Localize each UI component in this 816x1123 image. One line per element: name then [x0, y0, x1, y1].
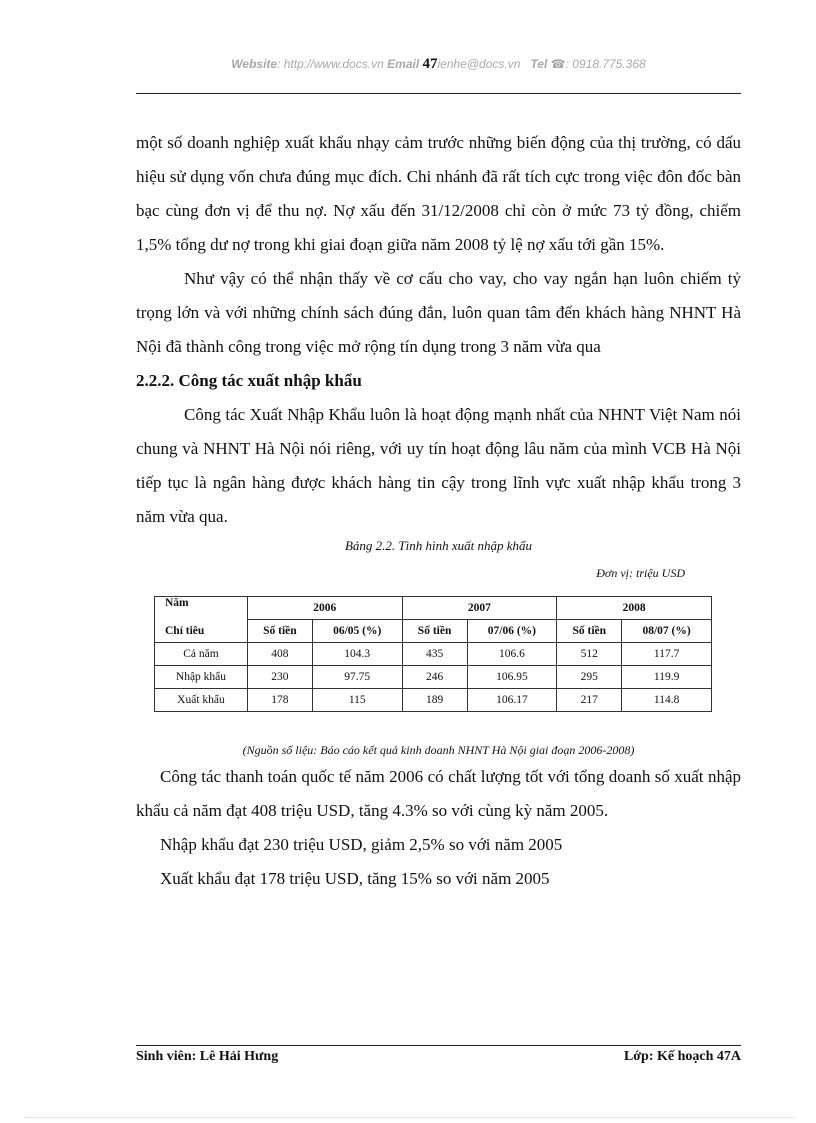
- table-cell: 106.6: [467, 643, 557, 666]
- website-value: : http://www.docs.vn: [277, 57, 384, 71]
- table-cell: 106.95: [467, 666, 557, 689]
- table-row: [155, 666, 712, 689]
- table-unit: Đơn vị: triệu USD: [596, 566, 685, 580]
- table-cell: 189: [402, 689, 467, 712]
- row-label: Cả năm: [155, 643, 248, 666]
- table-cell: 114.8: [622, 689, 712, 712]
- subheader-ratio: 07/06 (%): [467, 620, 557, 643]
- table-cell: 230: [247, 666, 312, 689]
- row-label: Xuất khẩu: [155, 689, 248, 712]
- paragraph-3: Công tác Xuất Nhập Khẩu luôn là hoạt động mạnh nhất của NHNT Việt Nam nói chung và NHNT Hà Nội nói riêng, với uy tín hoạt động lâu năm của mình VCB Hà Nội tiếp tục là ngân hàng được khách hàng tin cậy trong lĩnh vực xuất nhập khẩu trong 3 năm vừa qua.: [136, 405, 741, 526]
- subheader-amount: Số tiền: [557, 620, 622, 643]
- table-cell: 408: [247, 643, 312, 666]
- tel-label: Tel: [530, 57, 548, 71]
- footer-divider: [136, 1045, 741, 1046]
- year-header-2008: 2008: [557, 597, 712, 620]
- page-header: [136, 56, 741, 73]
- row-label: Nhập khẩu: [155, 666, 248, 689]
- phone-icon: ☎: [550, 57, 566, 71]
- paragraph-6: Xuất khẩu đạt 178 triệu USD, tăng 15% so với năm 2005: [160, 869, 550, 888]
- page-content: [136, 126, 741, 896]
- paragraph-5: Nhập khẩu đạt 230 triệu USD, giảm 2,5% so với năm 2005: [160, 835, 563, 854]
- footer-student: Sinh viên: Lê Hải Hưng: [136, 1049, 279, 1064]
- subheader-amount: Số tiền: [247, 620, 312, 643]
- table-cell: 117.7: [622, 643, 712, 666]
- table-cell: 217: [557, 689, 622, 712]
- paragraph-2: Như vậy có thể nhận thấy về cơ cấu cho vay, cho vay ngắn hạn luôn chiếm tỷ trọng lớn và với những chính sách đúng đắn, luôn quan tâm đến khách hàng NHNT Hà Nội đã thành công trong việc mở rộng tín dụng trong 3 năm vừa qua: [136, 269, 741, 356]
- import-export-table: [154, 596, 712, 712]
- subheader-amount: Số tiền: [402, 620, 467, 643]
- page-footer: [136, 1049, 741, 1065]
- footer-class: Lớp: Kế hoạch 47A: [623, 1049, 741, 1064]
- table-cell: 106.17: [467, 689, 557, 712]
- paragraph-4: Công tác thanh toán quốc tế năm 2006 có chất lượng tốt với tổng doanh số xuất nhập khẩu cả năm đạt 408 triệu USD, tăng 4.3% so với cùng kỳ năm 2005.: [136, 767, 741, 820]
- corner-year: Năm: [155, 597, 248, 620]
- year-header-2007: 2007: [402, 597, 557, 620]
- table-row: [155, 689, 712, 712]
- paragraph-1: một số doanh nghiệp xuất khẩu nhạy cảm trước những biến động của thị trường, có dấu hiệu sử dụng vốn chưa đúng mục đích. Chi nhánh đã rất tích cực trong việc đôn đốc bàn bạc cùng đơn vị để thu nợ. Nợ xấu đến 31/12/2008 chỉ còn ở mức 73 tỷ đồng, chiếm 1,5% tổng dư nợ trong khi giai đoạn giữa năm 2008 tỷ lệ nợ xấu tới gần 15%.: [136, 133, 741, 254]
- table-cell: 295: [557, 666, 622, 689]
- table-cell: 512: [557, 643, 622, 666]
- table-cell: 115: [312, 689, 402, 712]
- page-number: 47: [422, 56, 438, 72]
- table-cell: 178: [247, 689, 312, 712]
- table-cell: 104.3: [312, 643, 402, 666]
- website-label: Website: [231, 57, 278, 71]
- table-cell: 119.9: [622, 666, 712, 689]
- table-cell: 246: [402, 666, 467, 689]
- table-cell: 435: [402, 643, 467, 666]
- email-value: ienhe@docs.vn: [437, 57, 521, 71]
- section-heading: 2.2.2. Công tác xuất nhập khẩu: [136, 371, 362, 390]
- corner-indicator: Chỉ tiêu: [155, 620, 248, 643]
- email-label: Email: [387, 57, 420, 71]
- page-edge-dots: [24, 1117, 794, 1118]
- header-divider: [136, 93, 741, 94]
- table-source: (Nguồn số liệu: Báo cáo kết quả kinh doanh NHNT Hà Nội giai đoạn 2006-2008): [242, 743, 635, 757]
- year-header-2006: 2006: [247, 597, 402, 620]
- tel-value: : 0918.775.368: [565, 57, 646, 71]
- table-cell: 97.75: [312, 666, 402, 689]
- subheader-ratio: 08/07 (%): [622, 620, 712, 643]
- table-row: [155, 643, 712, 666]
- subheader-ratio: 06/05 (%): [312, 620, 402, 643]
- table-caption: Bảng 2.2. Tình hình xuất nhập khẩu: [344, 538, 533, 553]
